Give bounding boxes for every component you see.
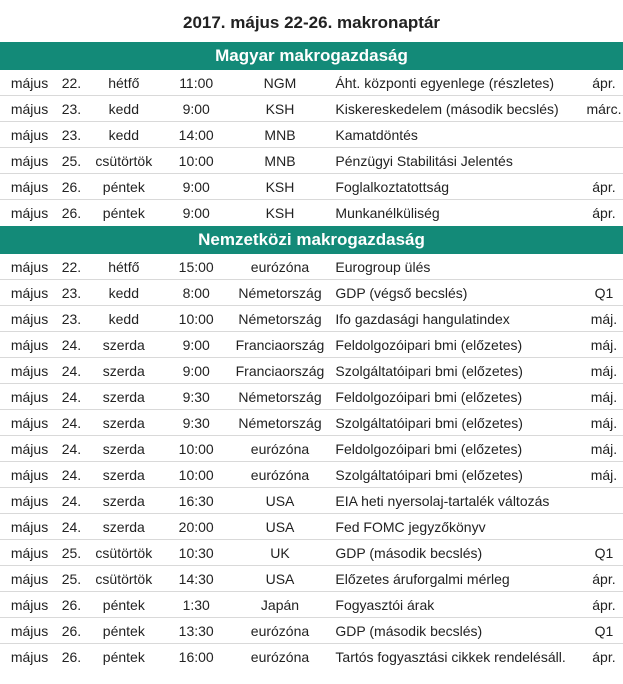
table-row — [0, 566, 623, 592]
day-cell: 25. — [61, 153, 82, 169]
source-cell: eurózóna — [250, 441, 310, 457]
event-cell: Pénzügyi Stabilitási Jelentés — [335, 153, 513, 169]
month-cell: május — [10, 415, 49, 431]
time-cell: 9:30 — [182, 389, 210, 405]
weekday-cell: csütörtök — [95, 153, 153, 169]
time-cell: 20:00 — [178, 519, 214, 535]
source-cell: MNB — [264, 127, 296, 143]
period-cell: Q1 — [594, 285, 614, 301]
day-cell: 26. — [61, 179, 82, 195]
day-cell: 25. — [61, 571, 82, 587]
table-row — [0, 174, 623, 200]
weekday-cell: kedd — [108, 101, 139, 117]
table-row — [0, 148, 623, 174]
source-cell: Németország — [238, 311, 322, 327]
table-row — [0, 70, 623, 96]
table-row — [0, 200, 623, 226]
weekday-cell: szerda — [102, 363, 145, 379]
source-cell: USA — [265, 493, 295, 509]
weekday-cell: csütörtök — [95, 571, 153, 587]
month-cell: május — [10, 337, 49, 353]
weekday-cell: szerda — [102, 441, 145, 457]
table-row — [0, 644, 623, 670]
event-cell: Áht. központi egyenlege (részletes) — [335, 75, 555, 91]
event-cell: GDP (második becslés) — [335, 545, 483, 561]
event-cell: Szolgáltatóipari bmi (előzetes) — [335, 415, 523, 431]
month-cell: május — [10, 389, 49, 405]
day-cell: 22. — [61, 259, 82, 275]
day-cell: 24. — [61, 415, 82, 431]
month-cell: május — [10, 205, 49, 221]
table-row — [0, 358, 623, 384]
period-cell: ápr. — [592, 597, 616, 613]
weekday-cell: péntek — [102, 623, 145, 639]
period-cell — [585, 514, 623, 539]
month-cell: május — [10, 311, 49, 327]
time-cell: 10:00 — [178, 311, 214, 327]
period-cell: ápr. — [592, 179, 616, 195]
weekday-cell: szerda — [102, 467, 145, 483]
month-cell: május — [10, 571, 49, 587]
time-cell: 9:30 — [182, 415, 210, 431]
event-cell: Foglalkoztatottság — [335, 179, 450, 195]
source-cell: eurózóna — [250, 259, 310, 275]
period-cell — [585, 148, 623, 173]
source-cell: eurózóna — [250, 467, 310, 483]
period-cell: ápr. — [592, 649, 616, 665]
event-cell: Fed FOMC jegyzőkönyv — [335, 519, 486, 535]
period-cell: ápr. — [592, 75, 616, 91]
event-cell: Eurogroup ülés — [335, 259, 431, 275]
section-header: Magyar makrogazdaság — [0, 42, 623, 70]
weekday-cell: péntek — [102, 205, 145, 221]
time-cell: 11:00 — [179, 75, 214, 91]
month-cell: május — [10, 153, 49, 169]
day-cell: 24. — [61, 441, 82, 457]
source-cell: eurózóna — [250, 649, 310, 665]
day-cell: 23. — [61, 285, 82, 301]
source-cell: Franciaország — [235, 337, 325, 353]
page-title: 2017. május 22-26. makronaptár — [182, 13, 441, 32]
table-row — [0, 96, 623, 122]
month-cell: május — [10, 649, 49, 665]
time-cell: 9:00 — [182, 179, 210, 195]
source-cell: UK — [270, 545, 290, 561]
table-row — [0, 332, 623, 358]
source-cell: USA — [265, 519, 295, 535]
day-cell: 22. — [61, 75, 82, 91]
weekday-cell: kedd — [108, 311, 139, 327]
month-cell: május — [10, 545, 49, 561]
period-cell: máj. — [590, 389, 618, 405]
event-cell: Munkanélküliség — [335, 205, 440, 221]
event-cell: Tartós fogyasztási cikkek rendelésáll. — [335, 649, 566, 665]
period-cell: máj. — [590, 311, 618, 327]
time-cell: 16:30 — [178, 493, 214, 509]
time-cell: 9:00 — [182, 337, 210, 353]
day-cell: 23. — [61, 101, 82, 117]
month-cell: május — [10, 101, 49, 117]
month-cell: május — [10, 519, 49, 535]
month-cell: május — [10, 597, 49, 613]
source-cell: KSH — [265, 179, 295, 195]
table-row — [0, 306, 623, 332]
day-cell: 25. — [61, 545, 82, 561]
event-cell: GDP (végső becslés) — [335, 285, 468, 301]
event-cell: EIA heti nyersolaj-tartalék változás — [335, 493, 550, 509]
table-row — [0, 254, 623, 280]
table-row — [0, 122, 623, 148]
time-cell: 13:30 — [178, 623, 214, 639]
event-cell: GDP (második becslés) — [335, 623, 483, 639]
period-cell: Q1 — [594, 623, 614, 639]
day-cell: 24. — [61, 337, 82, 353]
weekday-cell: csütörtök — [95, 545, 153, 561]
day-cell: 26. — [61, 623, 82, 639]
time-cell: 14:30 — [178, 571, 214, 587]
weekday-cell: szerda — [102, 337, 145, 353]
month-cell: május — [10, 467, 49, 483]
source-cell: Németország — [238, 415, 322, 431]
time-cell: 15:00 — [178, 259, 214, 275]
source-cell: NGM — [263, 75, 297, 91]
weekday-cell: hétfő — [108, 75, 140, 91]
event-cell: Szolgáltatóipari bmi (előzetes) — [335, 363, 523, 379]
time-cell: 9:00 — [182, 363, 210, 379]
section-table — [0, 70, 623, 226]
month-cell: május — [10, 127, 49, 143]
event-cell: Ifo gazdasági hangulatindex — [335, 311, 510, 327]
month-cell: május — [10, 285, 49, 301]
weekday-cell: hétfő — [108, 259, 140, 275]
month-cell: május — [10, 493, 49, 509]
section-table — [0, 254, 623, 670]
day-cell: 24. — [61, 519, 82, 535]
source-cell: KSH — [265, 205, 295, 221]
calendar-sections — [0, 42, 623, 670]
event-cell: Előzetes áruforgalmi mérleg — [335, 571, 510, 587]
period-cell: máj. — [590, 337, 618, 353]
weekday-cell: kedd — [108, 127, 139, 143]
weekday-cell: szerda — [102, 519, 145, 535]
day-cell: 24. — [61, 467, 82, 483]
table-row — [0, 436, 623, 462]
weekday-cell: péntek — [102, 179, 145, 195]
period-cell: máj. — [590, 467, 618, 483]
month-cell: május — [10, 259, 49, 275]
period-cell: ápr. — [592, 205, 616, 221]
day-cell: 26. — [61, 597, 82, 613]
table-row — [0, 410, 623, 436]
source-cell: Németország — [238, 389, 322, 405]
table-row — [0, 592, 623, 618]
table-row — [0, 384, 623, 410]
source-cell: eurózóna — [250, 623, 310, 639]
month-cell: május — [10, 179, 49, 195]
weekday-cell: kedd — [108, 285, 139, 301]
time-cell: 10:00 — [178, 467, 214, 483]
table-row — [0, 618, 623, 644]
period-cell: máj. — [590, 415, 618, 431]
period-cell: máj. — [590, 441, 618, 457]
period-cell: Q1 — [594, 545, 614, 561]
event-cell: Fogyasztói árak — [335, 597, 435, 613]
period-cell: máj. — [590, 363, 618, 379]
source-cell: Japán — [260, 597, 300, 613]
table-row — [0, 488, 623, 514]
time-cell: 9:00 — [182, 205, 210, 221]
weekday-cell: péntek — [102, 649, 145, 665]
period-cell — [585, 254, 623, 279]
time-cell: 10:30 — [178, 545, 214, 561]
time-cell: 10:00 — [178, 441, 214, 457]
source-cell: MNB — [264, 153, 296, 169]
month-cell: május — [10, 363, 49, 379]
month-cell: május — [10, 75, 49, 91]
source-cell: KSH — [265, 101, 295, 117]
source-cell: USA — [265, 571, 295, 587]
table-row — [0, 462, 623, 488]
table-row — [0, 540, 623, 566]
event-cell: Szolgáltatóipari bmi (előzetes) — [335, 467, 523, 483]
period-cell — [585, 488, 623, 513]
day-cell: 23. — [61, 311, 82, 327]
day-cell: 26. — [61, 205, 82, 221]
time-cell: 16:00 — [178, 649, 214, 665]
table-row — [0, 514, 623, 540]
source-cell: Németország — [238, 285, 322, 301]
day-cell: 24. — [61, 493, 82, 509]
time-cell: 10:00 — [178, 153, 214, 169]
weekday-cell: szerda — [102, 415, 145, 431]
time-cell: 8:00 — [182, 285, 210, 301]
month-cell: május — [10, 441, 49, 457]
weekday-cell: szerda — [102, 389, 145, 405]
event-cell: Kiskereskedelem (második becslés) — [335, 101, 559, 117]
month-cell: május — [10, 623, 49, 639]
day-cell: 24. — [61, 389, 82, 405]
source-cell: Franciaország — [235, 363, 325, 379]
weekday-cell: szerda — [102, 493, 145, 509]
time-cell: 1:30 — [182, 597, 210, 613]
table-row — [0, 280, 623, 306]
time-cell: 9:00 — [182, 101, 210, 117]
section-header: Nemzetközi makrogazdaság — [0, 226, 623, 254]
weekday-cell: péntek — [102, 597, 145, 613]
event-cell: Feldolgozóipari bmi (előzetes) — [335, 389, 523, 405]
day-cell: 23. — [61, 127, 82, 143]
period-cell: ápr. — [592, 571, 616, 587]
day-cell: 24. — [61, 363, 82, 379]
time-cell: 14:00 — [178, 127, 214, 143]
event-cell: Kamatdöntés — [335, 127, 418, 143]
day-cell: 26. — [61, 649, 82, 665]
period-cell: márc. — [586, 101, 622, 117]
period-cell — [585, 122, 623, 147]
event-cell: Feldolgozóipari bmi (előzetes) — [335, 337, 523, 353]
event-cell: Feldolgozóipari bmi (előzetes) — [335, 441, 523, 457]
